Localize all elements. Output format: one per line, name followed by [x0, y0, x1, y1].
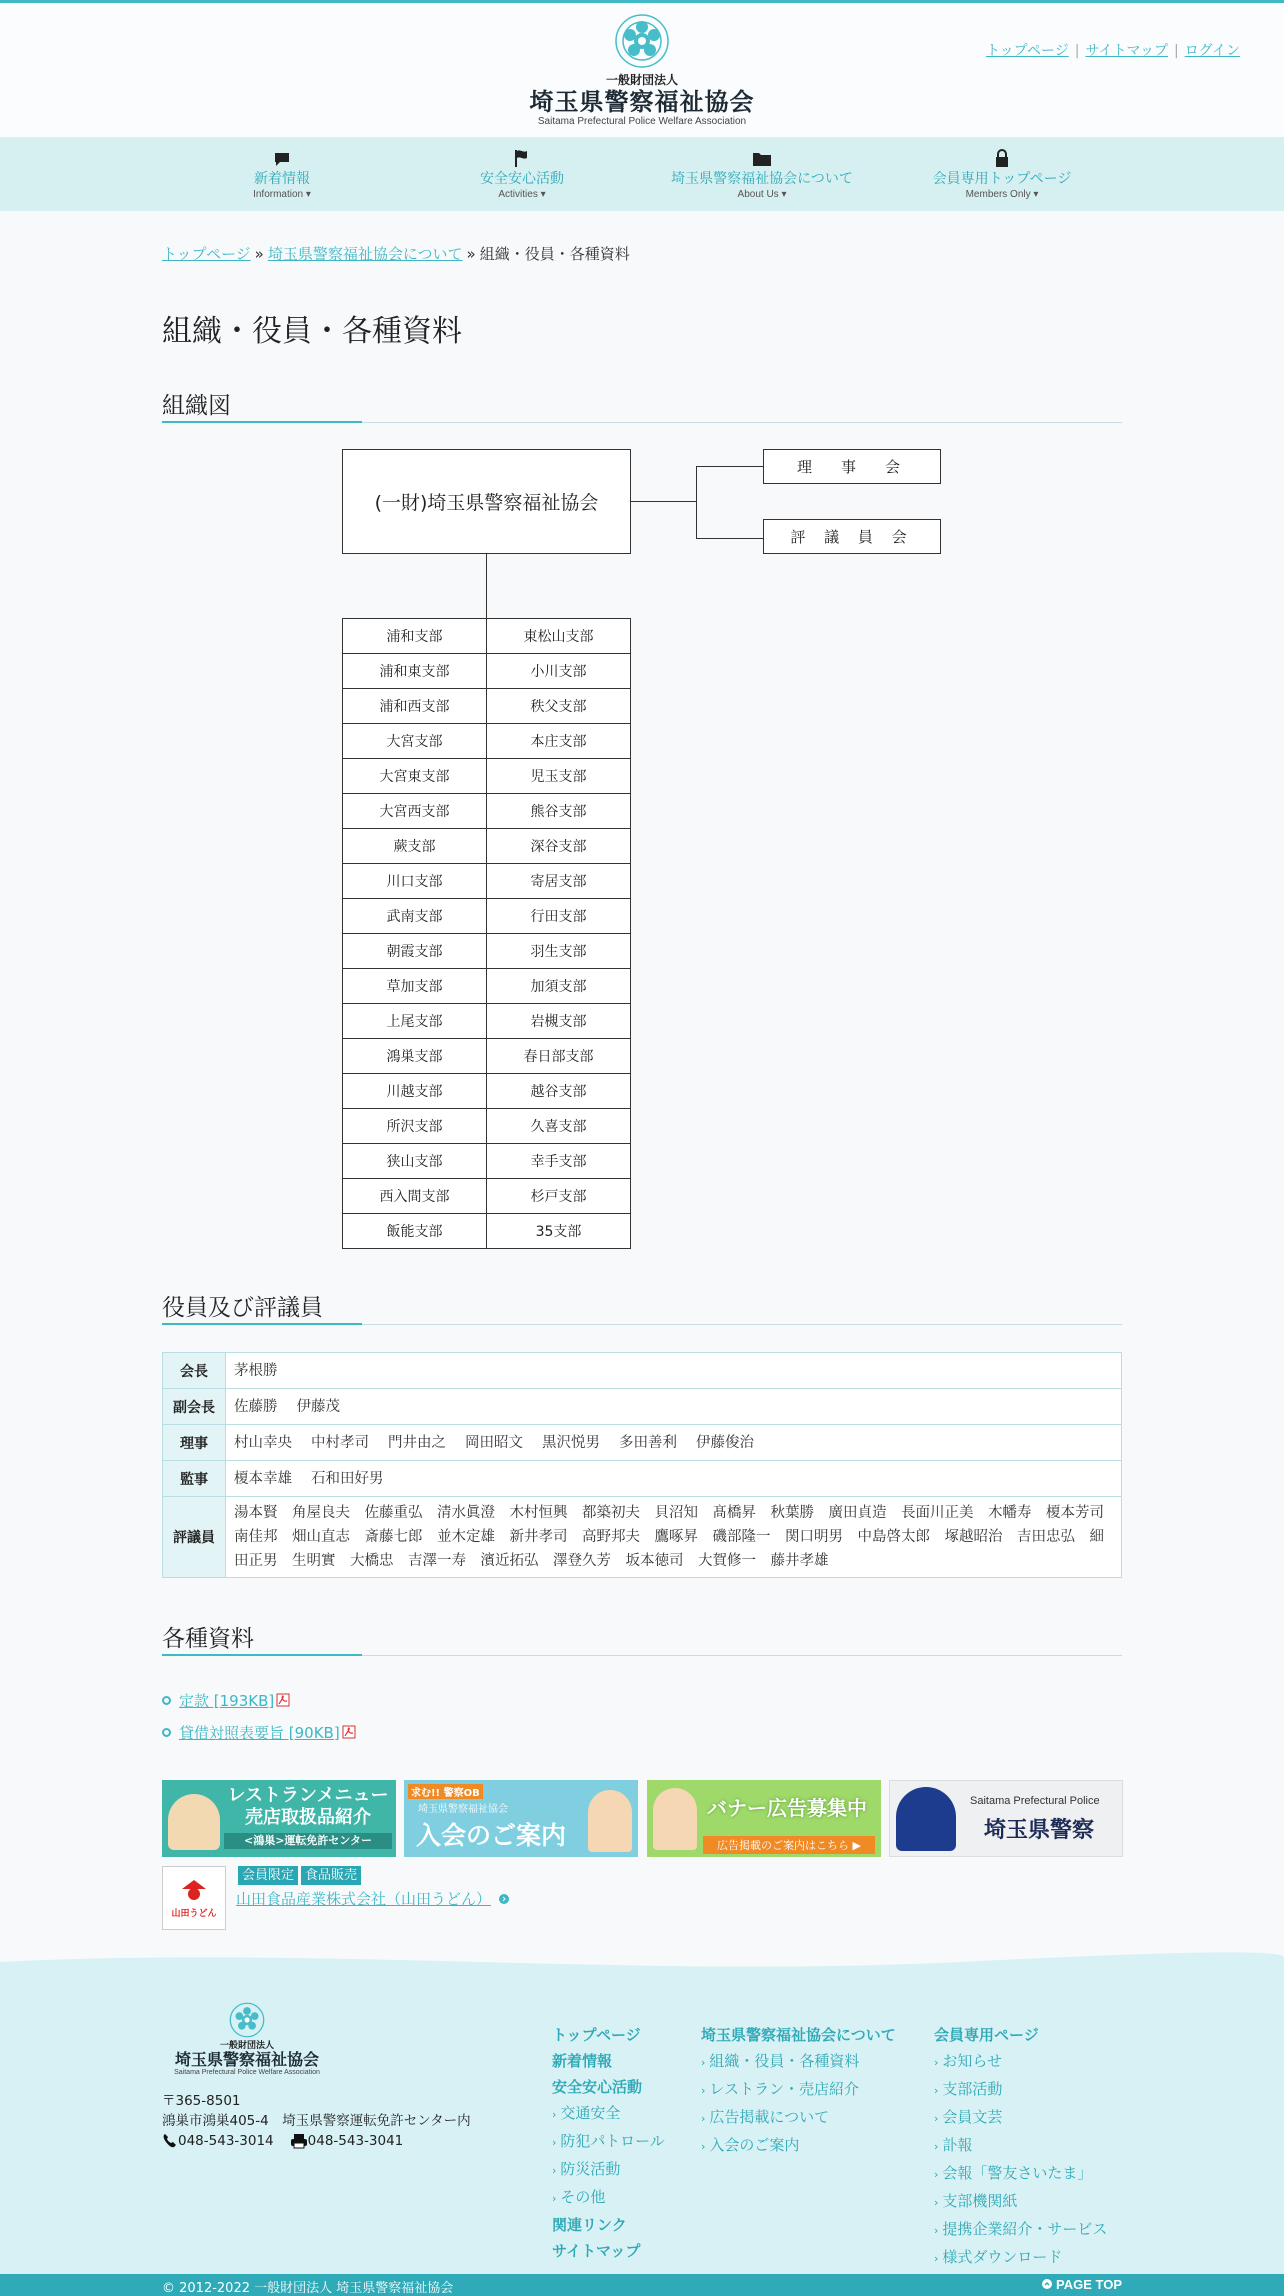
- officer-name: 榎本幸雄: [234, 1470, 292, 1487]
- branch-table: [342, 618, 631, 1249]
- folder-icon: [752, 151, 772, 167]
- officer-name: 伊藤茂: [296, 1398, 340, 1415]
- org-chart-board-of-councilors: 評 議 員 会: [763, 519, 941, 554]
- arrow-up-circle-icon: [1042, 2279, 1052, 2289]
- branch-cell: 行田支部: [487, 899, 631, 934]
- officer-name: 黒沢悦男: [542, 1434, 600, 1451]
- table-row: [343, 619, 631, 654]
- officer-role: 会長: [163, 1353, 226, 1389]
- doc-link-balance-sheet[interactable]: 貸借対照表要旨 [90KB]: [179, 1723, 340, 1742]
- officer-name: 村山幸央: [234, 1434, 292, 1451]
- character-illustration: [168, 1794, 220, 1850]
- breadcrumb-about-us[interactable]: 埼玉県警察福祉協会について: [267, 245, 463, 263]
- circle-arrow-icon: [499, 1894, 509, 1904]
- footer-link-other[interactable]: › その他: [552, 2184, 665, 2212]
- site-logo[interactable]: [520, 13, 764, 127]
- branch-cell: 大宮西支部: [343, 794, 487, 829]
- table-row: [163, 1425, 1122, 1461]
- footer-col-main: [552, 2022, 665, 2264]
- footer-link-disaster[interactable]: › 防災活動: [552, 2156, 665, 2184]
- branch-cell: 浦和西支部: [343, 689, 487, 724]
- section-title-officers: 役員及び評議員: [162, 1289, 1122, 1325]
- street-address: 鴻巣市鴻巣405-4 埼玉県警察運転免許センター内: [162, 2113, 471, 2129]
- table-row: [343, 864, 631, 899]
- branch-cell: 杉戸支部: [487, 1179, 631, 1214]
- branch-cell: 川口支部: [343, 864, 487, 899]
- footer-link-members-item[interactable]: › 支部活動: [934, 2076, 1107, 2104]
- table-row: [163, 1389, 1122, 1425]
- fax-number: 048-543-3041: [307, 2133, 404, 2149]
- banner-membership-guide[interactable]: 求む!! 警察OB 埼玉県警察福祉協会 入会のご案内: [404, 1780, 638, 1857]
- org-name: 埼玉県警察福祉協会: [529, 88, 755, 116]
- police-emblem-icon: [229, 2002, 265, 2038]
- branch-cell: 西入間支部: [343, 1179, 487, 1214]
- table-row: [163, 1461, 1122, 1497]
- branch-cell: 幸手支部: [487, 1144, 631, 1179]
- flag-icon: [513, 149, 531, 167]
- table-row: [343, 1144, 631, 1179]
- officer-table: [162, 1352, 1122, 1578]
- character-illustration: [653, 1788, 697, 1850]
- officer-name-list: 湯本賢 角屋良夫 佐藤重弘 清水眞澄 木村恒興 都築初夫 貝沼知 髙橋昇 秋葉勝 廣田貞造 長面川正美 木幡寿 榎本芳司 南佳邦 畑山直志 斎藤七郎 並木定雄 新井孝司 高野邦夫 鷹啄昇 磯部隆一 関口明男 中島啓太郎 塚越昭治 吉田忠弘 細田正男 生明實 大橋忠 吉澤一寿 濱近拓弘 澤登久芳 坂本徳司 大賀修一 藤井孝雄: [234, 1505, 1119, 1569]
- branch-cell: 本庄支部: [487, 724, 631, 759]
- table-row: [343, 1039, 631, 1074]
- officer-names: [226, 1461, 1122, 1497]
- table-row: [343, 969, 631, 1004]
- branch-cell: 草加支部: [343, 969, 487, 1004]
- tag-food-sales: 食品販売: [301, 1866, 361, 1885]
- footer-link-activities[interactable]: 安全安心活動: [552, 2078, 643, 2096]
- top-utility-links: トップページ | サイトマップ | ログイン: [986, 43, 1240, 59]
- officer-name: 岡田昭文: [465, 1434, 523, 1451]
- branch-cell: 熊谷支部: [487, 794, 631, 829]
- postal-code: 〒365-8501: [162, 2093, 241, 2109]
- table-row: [343, 689, 631, 724]
- list-item: [162, 1684, 356, 1716]
- org-type-label: 一般財団法人: [605, 73, 678, 87]
- character-illustration: [588, 1790, 632, 1852]
- ad-tags: [238, 1866, 361, 1885]
- branch-cell: 川越支部: [343, 1074, 487, 1109]
- branch-cell: 大宮東支部: [343, 759, 487, 794]
- footer-link-about-item[interactable]: › レストラン・売店紹介: [701, 2076, 896, 2104]
- footer-link-members[interactable]: 会員専用ページ: [934, 2026, 1039, 2044]
- breadcrumb-current: 組織・役員・各種資料: [479, 245, 630, 263]
- branch-cell: 所沢支部: [343, 1109, 487, 1144]
- table-row: [343, 1004, 631, 1039]
- nav-item-information[interactable]: 新着情報 Information ▾: [162, 145, 402, 200]
- banner-restaurant-menu[interactable]: レストランメニュー 売店取扱品紹介 <鴻巣>運転免許センター: [162, 1780, 396, 1857]
- branch-cell: 35支部: [487, 1214, 631, 1249]
- footer-link-about-item[interactable]: › 広告掲載について: [701, 2104, 896, 2132]
- nav-item-about-us[interactable]: 埼玉県警察福祉協会について About Us ▾: [642, 145, 882, 200]
- footer-link-members-item[interactable]: › 会報「警友さいたま」: [934, 2160, 1107, 2188]
- section-title-documents: 各種資料: [162, 1620, 1122, 1656]
- doc-link-articles[interactable]: 定款 [193KB]: [179, 1691, 275, 1710]
- advertiser-name: [236, 1888, 509, 1909]
- branch-cell: 秩父支部: [487, 689, 631, 724]
- officer-name: 門井由之: [388, 1434, 446, 1451]
- branch-cell: 羽生支部: [487, 934, 631, 969]
- officer-name: 石和田好男: [311, 1470, 384, 1487]
- nav-item-activities[interactable]: 安全安心活動 Activities ▾: [402, 145, 642, 200]
- footer-address: [162, 2091, 471, 2151]
- nav-item-members-only[interactable]: 会員専用トップページ Members Only ▾: [882, 145, 1122, 200]
- footer-link-about-item[interactable]: › 入会のご案内: [701, 2132, 896, 2160]
- copyright-text: © 2012-2022 一般財団法人 埼玉県警察福祉協会: [162, 2281, 454, 2296]
- officer-names: [226, 1425, 1122, 1461]
- footer-link-members-item[interactable]: › 訃報: [934, 2132, 1107, 2160]
- yamada-udon-logo-icon: [179, 1878, 209, 1902]
- branch-cell: 浦和支部: [343, 619, 487, 654]
- branch-cell: 小川支部: [487, 654, 631, 689]
- officer-names: [226, 1389, 1122, 1425]
- table-row: [343, 1109, 631, 1144]
- officer-name: 佐藤勝: [234, 1398, 278, 1415]
- org-connector-h: [631, 501, 696, 502]
- branch-cell: 加須支部: [487, 969, 631, 1004]
- branch-cell: 越谷支部: [487, 1074, 631, 1109]
- page-title: 組織・役員・各種資料: [162, 314, 462, 349]
- footer-link-related[interactable]: 関連リンク: [552, 2216, 627, 2234]
- branch-cell: 春日部支部: [487, 1039, 631, 1074]
- table-row: [343, 829, 631, 864]
- footer-link-sitemap[interactable]: サイトマップ: [552, 2242, 641, 2260]
- police-emblem-icon: [614, 13, 670, 69]
- footer-link-crime-patrol[interactable]: › 防犯パトロール: [552, 2128, 665, 2156]
- footer-link-top[interactable]: トップページ: [552, 2026, 641, 2044]
- footer-col-about: [701, 2022, 896, 2160]
- banner-saitama-police[interactable]: Saitama Prefectural Police 埼玉県警察: [889, 1780, 1123, 1857]
- officer-role: 監事: [163, 1461, 226, 1497]
- phone-icon: [162, 2133, 178, 2149]
- global-nav: [0, 137, 1284, 211]
- officer-role: 評議員: [163, 1497, 226, 1578]
- branch-cell: 上尾支部: [343, 1004, 487, 1039]
- officer-role: 副会長: [163, 1389, 226, 1425]
- footer-col-members: [934, 2022, 1107, 2272]
- site-header: [0, 3, 1284, 137]
- footer-logo[interactable]: 一般財団法人 埼玉県警察福祉協会 Saitama Prefectural Police Welfare Association: [162, 2002, 332, 2076]
- table-row: [343, 794, 631, 829]
- table-row: [343, 1214, 631, 1249]
- footer-link-traffic-safety[interactable]: › 交通安全: [552, 2100, 665, 2128]
- branch-cell: 武南支部: [343, 899, 487, 934]
- copyright-bar: [0, 2274, 1284, 2296]
- table-row: [343, 1074, 631, 1109]
- document-list: [162, 1684, 356, 1748]
- lock-icon: [995, 149, 1009, 167]
- branch-cell: 狭山支部: [343, 1144, 487, 1179]
- advertiser-logo[interactable]: 山田うどん: [162, 1866, 226, 1930]
- branch-cell: 蕨支部: [343, 829, 487, 864]
- footer-link-members-item[interactable]: › 様式ダウンロード: [934, 2244, 1107, 2272]
- footer-link-members-item[interactable]: › お知らせ: [934, 2048, 1107, 2076]
- officer-names: [226, 1497, 1122, 1578]
- branch-cell: 浦和東支部: [343, 654, 487, 689]
- table-row: [343, 724, 631, 759]
- breadcrumb: トップページ » 埼玉県警察福祉協会について » 組織・役員・各種資料: [162, 245, 630, 263]
- banner-ad-recruitment[interactable]: バナー広告募集中 広告掲載のご案内はこちら ▶: [647, 1780, 881, 1857]
- branch-cell: 深谷支部: [487, 829, 631, 864]
- footer-link-about[interactable]: 埼玉県警察福祉協会について: [701, 2026, 896, 2044]
- officer-name: 中村孝司: [311, 1434, 369, 1451]
- pdf-icon: [276, 1693, 290, 1707]
- officer-name: 多田善利: [619, 1434, 677, 1451]
- org-chart-board-of-directors: 理 事 会: [763, 449, 941, 484]
- org-connector-board: [696, 466, 763, 467]
- branch-cell: 久喜支部: [487, 1109, 631, 1144]
- branch-cell: 鴻巣支部: [343, 1039, 487, 1074]
- org-name-english: Saitama Prefectural Police Welfare Association: [537, 116, 747, 127]
- pdf-icon: [342, 1725, 356, 1739]
- fax-icon: [290, 2133, 308, 2149]
- toplink-sitemap[interactable]: サイトマップ: [1085, 43, 1168, 59]
- table-row: [343, 934, 631, 969]
- officer-name: 伊藤俊治: [696, 1434, 754, 1451]
- branch-cell: 児玉支部: [487, 759, 631, 794]
- comment-icon: [274, 151, 290, 167]
- footer-link-members-item[interactable]: › 会員文芸: [934, 2104, 1107, 2132]
- circle-bullet-icon: [162, 1696, 171, 1705]
- phone-number: 048-543-3014: [178, 2133, 274, 2149]
- table-row: [343, 759, 631, 794]
- footer-link-news[interactable]: 新着情報: [552, 2052, 613, 2070]
- branch-cell: 飯能支部: [343, 1214, 487, 1249]
- branch-cell: 大宮支部: [343, 724, 487, 759]
- list-item: [162, 1716, 356, 1748]
- tag-members-only: 会員限定: [238, 1866, 298, 1885]
- table-row: [163, 1353, 1122, 1389]
- page-top-button[interactable]: PAGE TOP: [1042, 2277, 1122, 2292]
- branch-cell: 岩槻支部: [487, 1004, 631, 1039]
- circle-bullet-icon: [162, 1728, 171, 1737]
- table-row: [343, 1179, 631, 1214]
- table-row: [163, 1497, 1122, 1578]
- footer-link-members-item[interactable]: › 支部機関紙: [934, 2188, 1107, 2216]
- table-row: [343, 654, 631, 689]
- officer-names: [226, 1353, 1122, 1389]
- officer-role: 理事: [163, 1425, 226, 1461]
- toplink-login[interactable]: ログイン: [1184, 43, 1240, 59]
- mascot-illustration: [896, 1787, 956, 1851]
- officer-name: 茅根勝: [234, 1362, 278, 1379]
- org-connector-branches: [486, 554, 487, 618]
- breadcrumb-top-page[interactable]: トップページ: [162, 245, 251, 263]
- org-connector-v: [696, 466, 697, 539]
- branch-cell: 寄居支部: [487, 864, 631, 899]
- footer-link-members-item[interactable]: › 提携企業紹介・サービス: [934, 2216, 1107, 2244]
- section-title-org-chart: 組織図: [162, 387, 1122, 423]
- org-connector-council: [696, 538, 763, 539]
- toplink-top-page[interactable]: トップページ: [986, 43, 1069, 59]
- advertiser-link[interactable]: 山田食品産業株式会社（山田うどん）: [236, 1890, 492, 1908]
- branch-cell: 東松山支部: [487, 619, 631, 654]
- footer-link-about-item[interactable]: › 組織・役員・各種資料: [701, 2048, 896, 2076]
- org-chart-main-box: (一財)埼玉県警察福祉協会: [342, 449, 631, 554]
- branch-cell: 朝霞支部: [343, 934, 487, 969]
- table-row: [343, 899, 631, 934]
